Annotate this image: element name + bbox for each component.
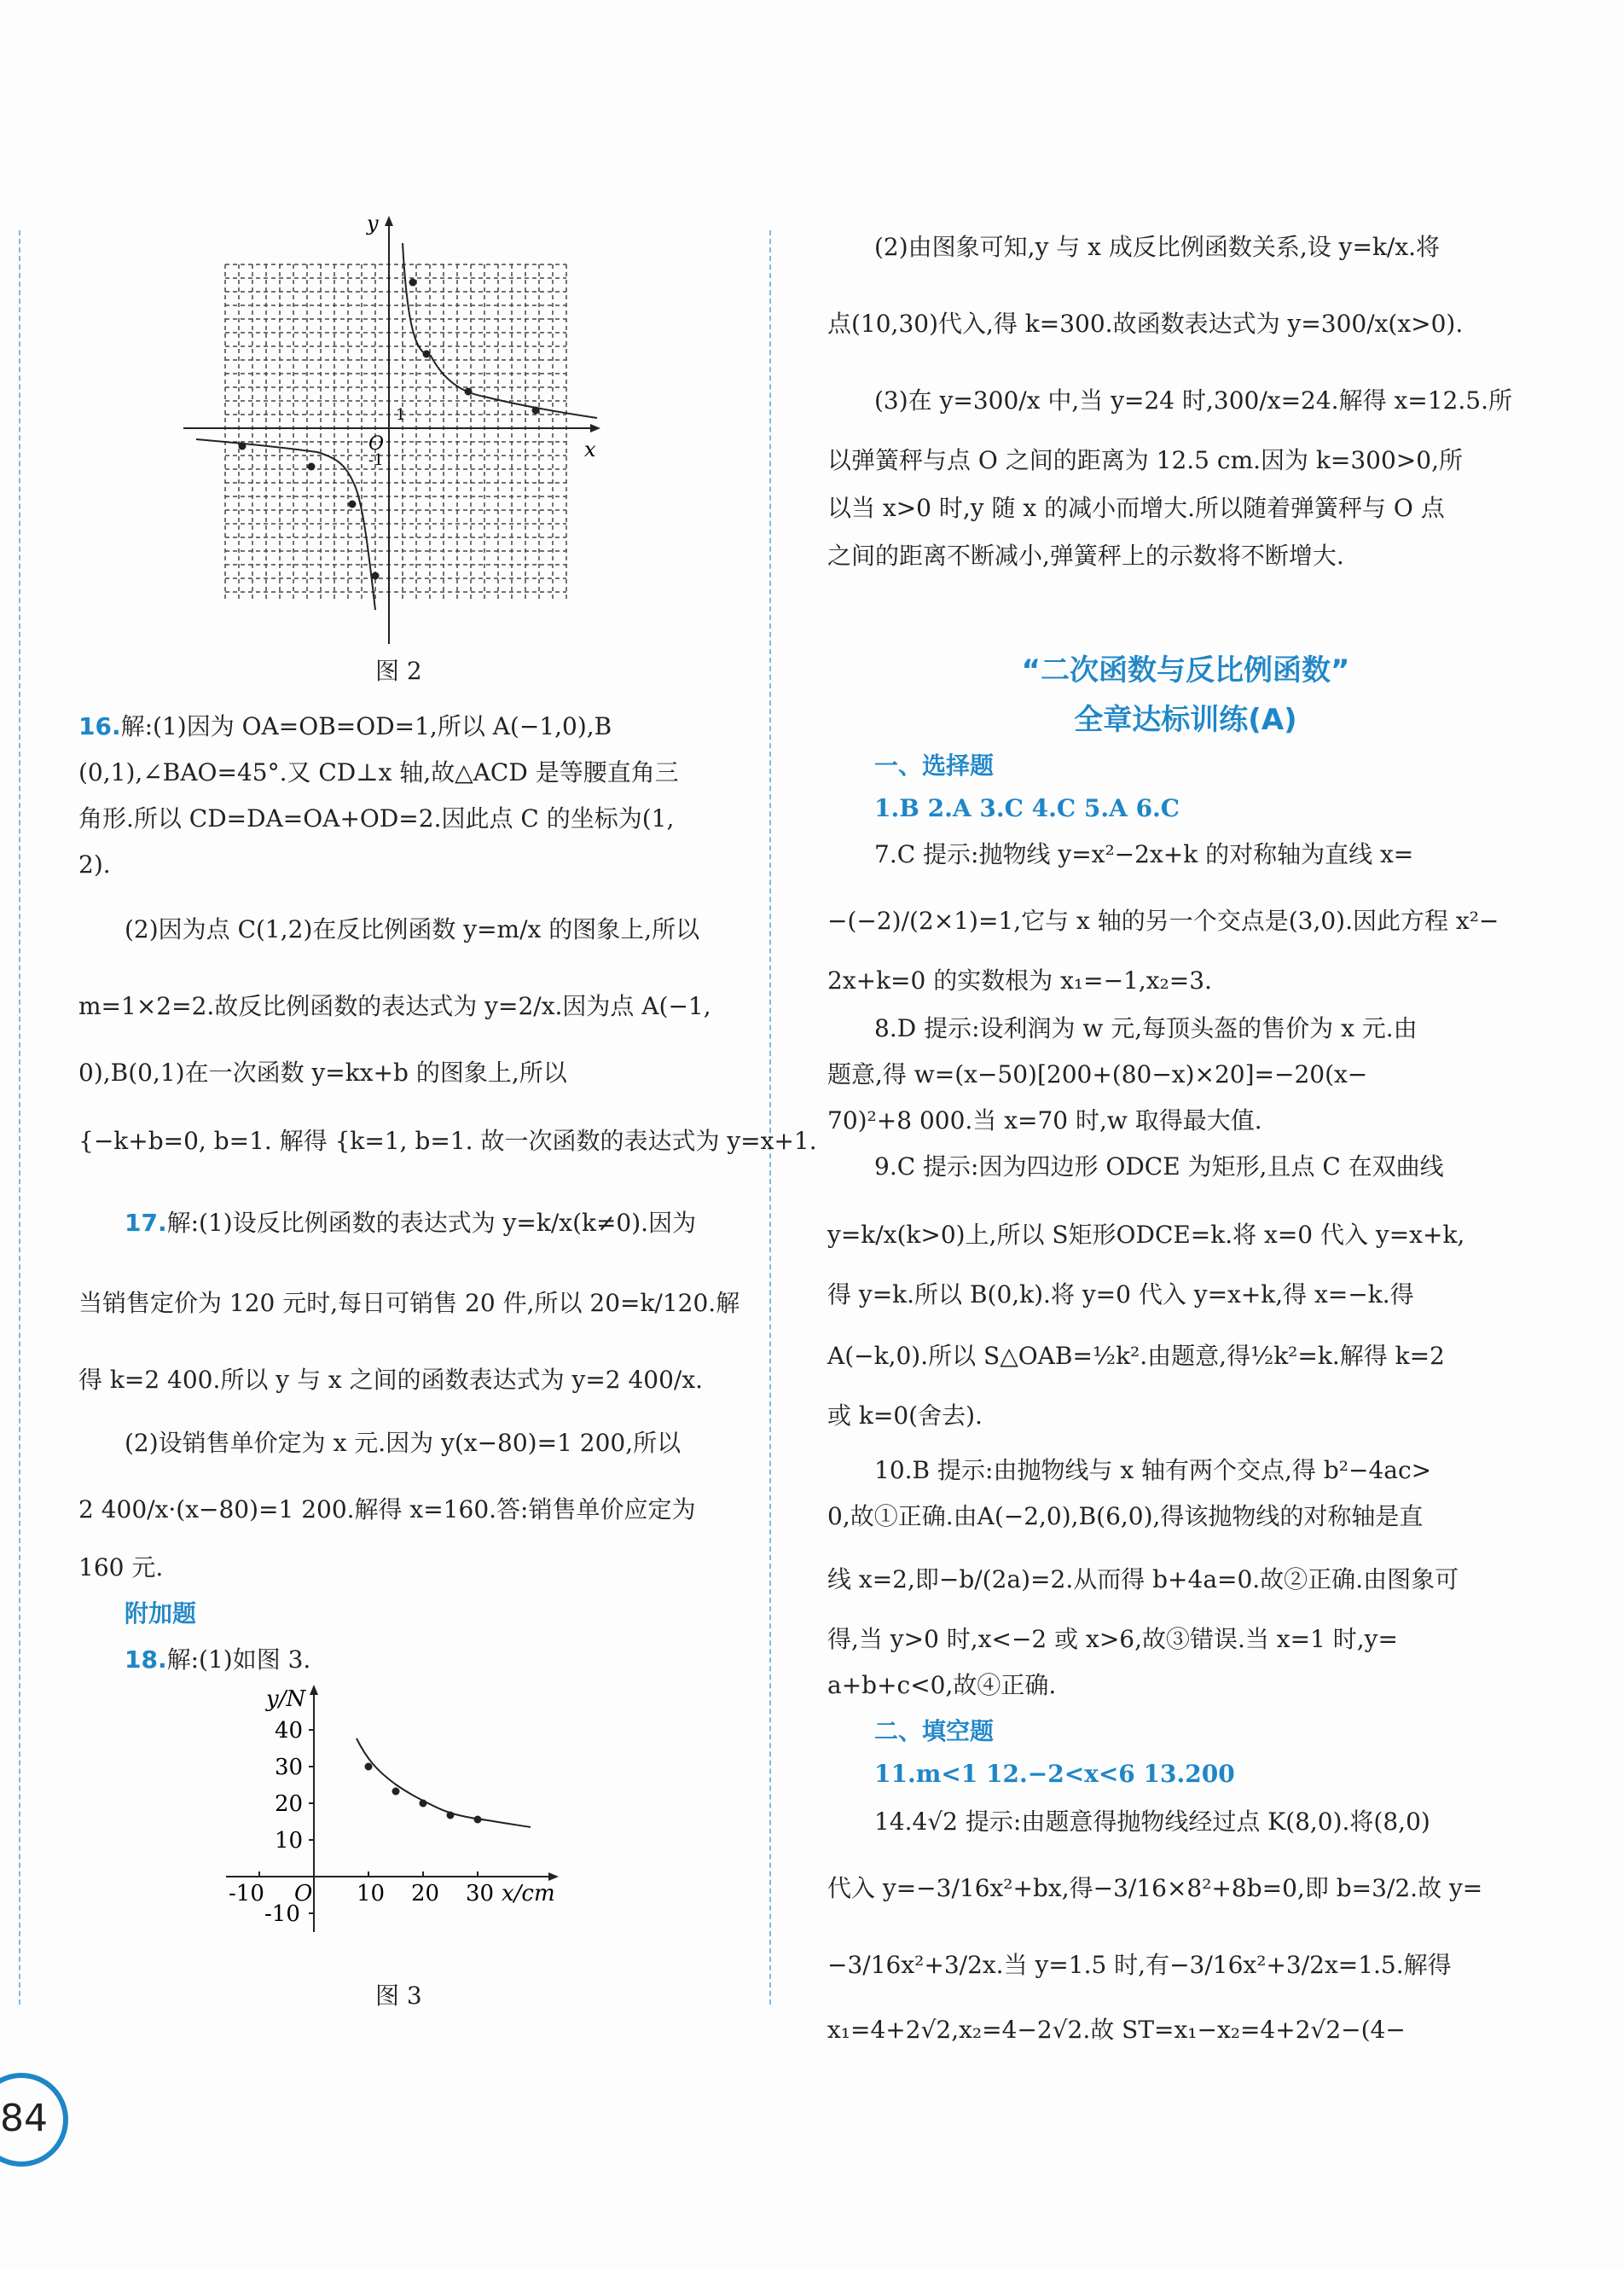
q18-line1: 18.解:(1)如图 3.	[125, 1645, 311, 1674]
page-number: 84	[0, 2097, 48, 2140]
q9-line5: 或 k=0(舍去).	[827, 1401, 983, 1430]
q14-line2: 代入 y=−3/16x²+bx,得−3/16×8²+8b=0,即 b=3/2.故 y=	[827, 1874, 1483, 1902]
figure-3-graph	[213, 1680, 571, 1953]
q9-line1: 9.C 提示:因为四边形 ODCE 为矩形,且点 C 在双曲线	[874, 1152, 1444, 1181]
q17-line6: 160 元.	[78, 1553, 164, 1581]
q14-line1: 14.4√2 提示:由题意得抛物线经过点 K(8,0).将(8,0)	[874, 1808, 1430, 1836]
q16-line5: (2)因为点 C(1,2)在反比例函数 y=m/x 的图象上,所以	[125, 915, 700, 943]
q16-line3: 角形.所以 CD=DA=OA+OD=2.因此点 C 的坐标为(1,	[78, 804, 675, 833]
q14-line3: −3/16x²+3/2x.当 y=1.5 时,有−3/16x²+3/2x=1.5.解得	[827, 1951, 1452, 1979]
section-fill-heading: 二、填空题	[874, 1717, 995, 1745]
fig3-y-label: y/N	[266, 1686, 306, 1712]
q16-line7: 0),B(0,1)在一次函数 y=kx+b 的图象上,所以	[78, 1059, 567, 1087]
figure-2-caption: 图 2	[375, 657, 422, 685]
fig3-xtick-10: 10	[357, 1881, 386, 1906]
q18-part3-line4: 之间的距离不断减小,弹簧秤上的示数将不断增大.	[827, 542, 1344, 570]
choice-answers: 1.B 2.A 3.C 4.C 5.A 6.C	[874, 794, 1180, 822]
q16-line8: {−k+b=0, b=1. 解得 {k=1, b=1. 故一次函数的表达式为 y=x+1.	[78, 1127, 817, 1155]
fig3-origin: O	[294, 1881, 313, 1906]
fig3-ytick-20: 20	[275, 1791, 304, 1817]
chapter-title: “二次函数与反比例函数”	[1021, 653, 1350, 688]
fig3-ytick-minus10: -10	[264, 1901, 300, 1927]
q18-part2-line2: 点(10,30)代入,得 k=300.故函数表达式为 y=300/x(x>0).	[827, 310, 1464, 338]
q14-line4: x₁=4+2√2,x₂=4−2√2.故 ST=x₁−x₂=4+2√2−(4−	[827, 2016, 1406, 2044]
q10-line1: 10.B 提示:由抛物线与 x 轴有两个交点,得 b²−4ac>	[874, 1456, 1432, 1484]
fig2-tick-1: 1	[396, 406, 406, 424]
figure-3-caption: 图 3	[375, 1982, 422, 2010]
column-divider	[769, 230, 771, 2005]
q18-part2-line1: (2)由图象可知,y 与 x 成反比例函数关系,设 y=k/x.将	[874, 233, 1441, 261]
q7-line2: −(−2)/(2×1)=1,它与 x 轴的另一个交点是(3,0).因此方程 x²−	[827, 907, 1499, 935]
fig3-ytick-30: 30	[275, 1755, 304, 1780]
q16-line2: (0,1),∠BAO=45°.又 CD⊥x 轴,故△ACD 是等腰直角三	[78, 758, 679, 786]
fig2-y-label: y	[367, 212, 379, 235]
q16-line6: m=1×2=2.故反比例函数的表达式为 y=2/x.因为点 A(−1,	[78, 992, 711, 1020]
q9-line3: 得 y=k.所以 B(0,k).将 y=0 代入 y=x+k,得 x=−k.得	[827, 1280, 1414, 1309]
q17-line3: 得 k=2 400.所以 y 与 x 之间的函数表达式为 y=2 400/x.	[78, 1366, 704, 1394]
extra-questions-heading: 附加题	[125, 1599, 197, 1628]
fig3-xtick-20: 20	[411, 1881, 440, 1906]
left-margin-line	[19, 230, 20, 2005]
q7-line3: 2x+k=0 的实数根为 x₁=−1,x₂=3.	[827, 966, 1212, 995]
fig2-x-label: x	[584, 438, 596, 461]
q9-line2: y=k/x(k>0)上,所以 S矩形ODCE=k.将 x=0 代入 y=x+k,	[827, 1221, 1465, 1249]
q8-line2: 题意,得 w=(x−50)[200+(80−x)×20]=−20(x−	[827, 1060, 1368, 1088]
q17-line2: 当销售定价为 120 元时,每日可销售 20 件,所以 20=k/120.解	[78, 1289, 740, 1317]
fig2-tick-minus1: -1	[368, 451, 384, 469]
fig3-xtick-minus10: -10	[229, 1881, 264, 1906]
q18-part3-line2: 以弹簧秤与点 O 之间的距离为 12.5 cm.因为 k=300>0,所	[827, 446, 1463, 474]
figure-2-graph	[171, 209, 614, 653]
q8-line3: 70)²+8 000.当 x=70 时,w 取得最大值.	[827, 1106, 1262, 1134]
q16-line1: 16.解:(1)因为 OA=OB=OD=1,所以 A(−1,0),B	[78, 712, 612, 740]
fig3-curve	[357, 1738, 531, 1827]
fig3-ytick-40: 40	[275, 1718, 304, 1744]
fill-answers: 11.m<1 12.−2<x<6 13.200	[874, 1760, 1235, 1788]
fig3-x-label: x/cm	[502, 1881, 555, 1906]
q7-line1: 7.C 提示:抛物线 y=x²−2x+k 的对称轴为直线 x=	[874, 840, 1414, 868]
q8-line1: 8.D 提示:设利润为 w 元,每顶头盔的售价为 x 元.由	[874, 1014, 1418, 1042]
q9-line4: A(−k,0).所以 S△OAB=½k².由题意,得½k²=k.解得 k=2	[827, 1342, 1445, 1370]
q17-line5: 2 400/x·(x−80)=1 200.解得 x=160.答:销售单价应定为	[78, 1495, 696, 1523]
fig2-origin-label: O	[368, 433, 385, 455]
q16-line4: 2).	[78, 850, 111, 879]
q18-part3-line3: 以当 x>0 时,y 随 x 的减小而增大.所以随着弹簧秤与 O 点	[827, 494, 1445, 522]
section-choice-heading: 一、选择题	[874, 751, 995, 780]
chapter-subtitle: 全章达标训练(A)	[1074, 703, 1297, 737]
q17-line4: (2)设销售单价定为 x 元.因为 y(x−80)=1 200,所以	[125, 1429, 682, 1457]
fig3-ytick-10: 10	[275, 1828, 304, 1854]
q10-line2: 0,故①正确.由A(−2,0),B(6,0),得该抛物线的对称轴是直	[827, 1502, 1424, 1530]
fig2-curve-q1	[403, 243, 597, 418]
q10-line5: a+b+c<0,故④正确.	[827, 1671, 1057, 1699]
q17-line1: 17.解:(1)设反比例函数的表达式为 y=k/x(k≠0).因为	[125, 1209, 697, 1237]
q10-line4: 得,当 y>0 时,x<−2 或 x>6,故③错误.当 x=1 时,y=	[827, 1625, 1398, 1653]
q18-part3-line1: (3)在 y=300/x 中,当 y=24 时,300/x=24.解得 x=12.5.所	[874, 386, 1512, 415]
fig3-xtick-30: 30	[466, 1881, 495, 1906]
q10-line3: 线 x=2,即−b/(2a)=2.从而得 b+4a=0.故②正确.由图象可	[827, 1565, 1459, 1593]
